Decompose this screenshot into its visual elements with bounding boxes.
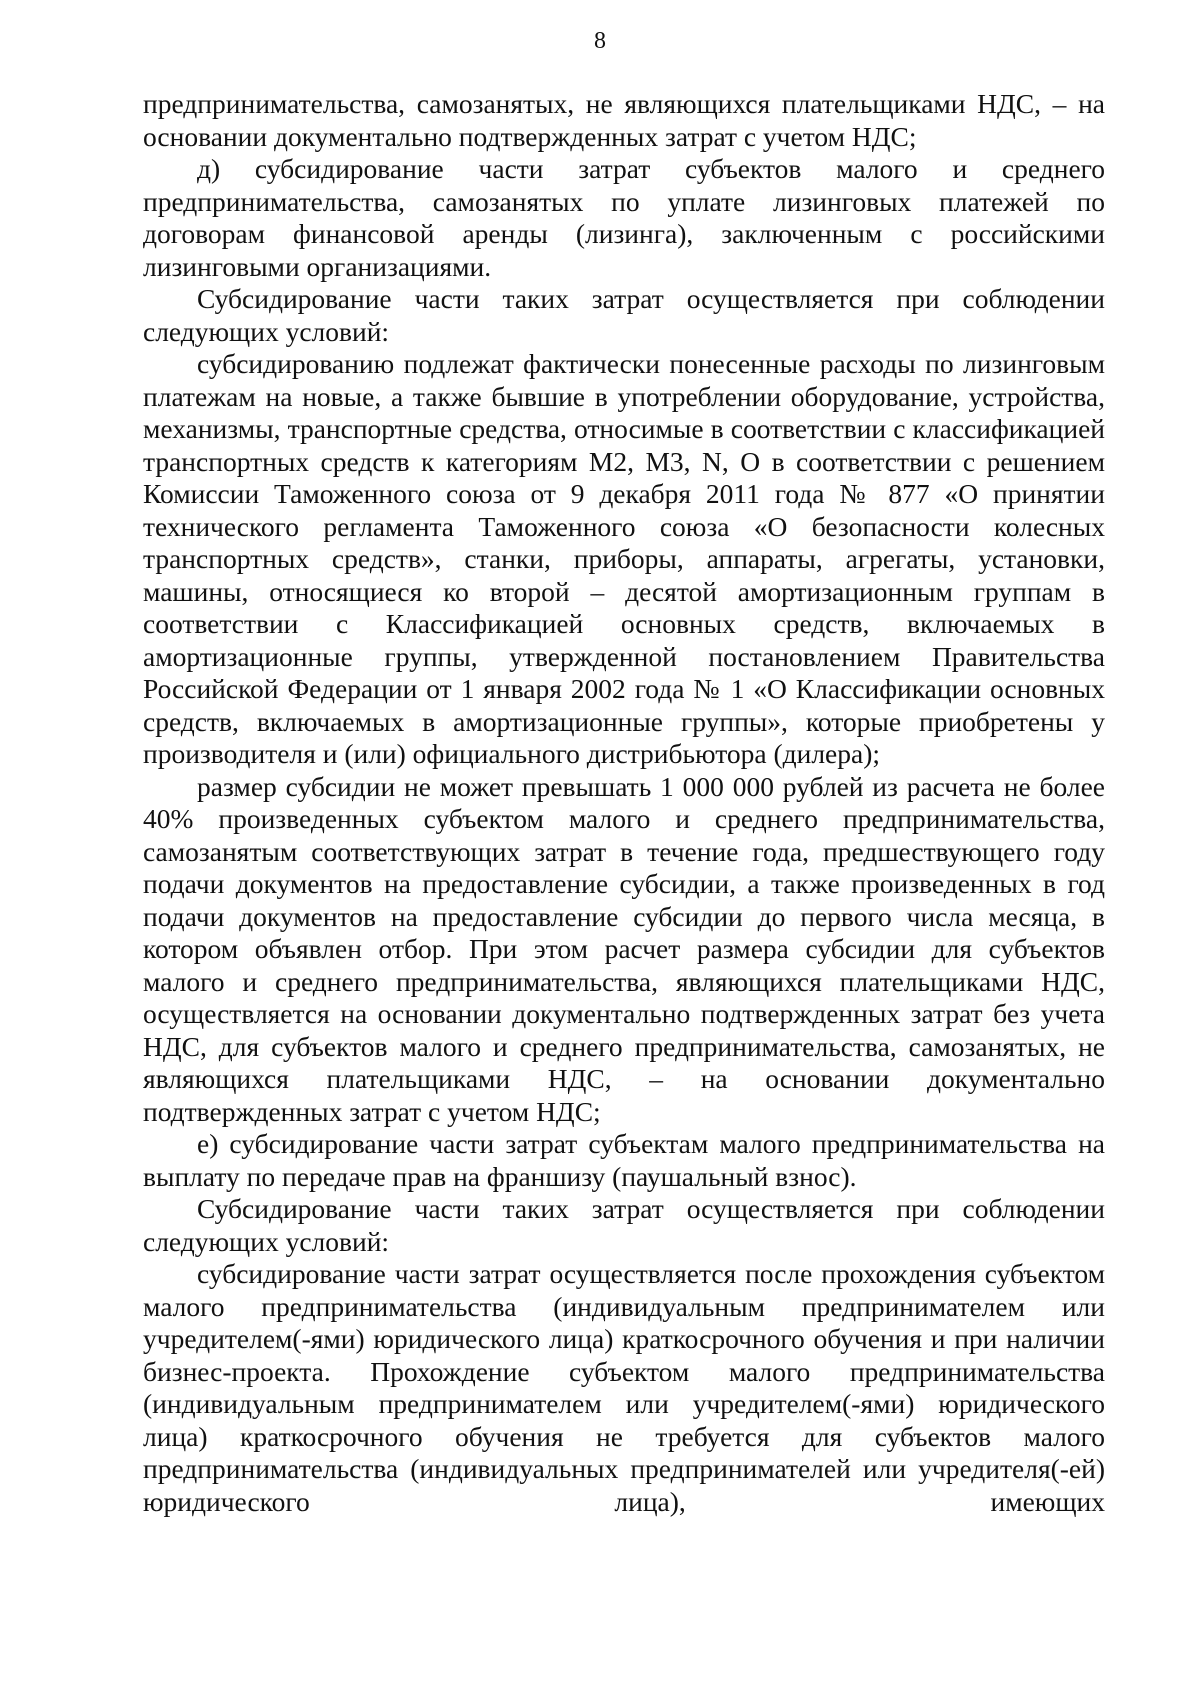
paragraph-conditions-leasing: Субсидирование части таких затрат осуществляется при соблюдении следующих условий: (143, 283, 1105, 347)
paragraph-item-d: д) субсидирование части затрат субъектов малого и среднего предпринимательства, самозанятых по уплате лизинговых платежей по договорам финансовой аренды (лизинга), заключенным с российскими лизинговыми организациями. (143, 153, 1105, 282)
paragraph-conditions-franchise: Субсидирование части таких затрат осуществляется при соблюдении следующих условий: (143, 1193, 1105, 1257)
document-body (143, 88, 1105, 1518)
paragraph-franchise-training: субсидирование части затрат осуществляется после прохождения субъектом малого предпринимательства (индивидуальным предпринимателем или учредителем(-ями) юридического лица) краткосрочного обучения и при наличии бизнес-проекта. Прохождение субъектом малого предпринимательства (индивидуальным предпринимателем или учредителем(-ями) юридического лица) краткосрочного обучения не требуется для субъектов малого предпринимательства (индивидуальных предпринимателей или учредителя(-ей) юридического лица), имеющих (143, 1258, 1105, 1517)
paragraph-subsidy-amount: размер субсидии не может превышать 1 000 000 рублей из расчета не более 40% произведенных субъектом малого и среднего предпринимательства, самозанятым соответствующих затрат в течение года, предшествующего году подачи документов на предоставление субсидии, а также произведенных в год подачи документов на предоставление субсидии до первого числа месяца, в котором объявлен отбор. При этом расчет размера субсидии для субъектов малого и среднего предпринимательства, являющихся плательщиками НДС, осуществляется на основании документально подтвержденных затрат без учета НДС, для субъектов малого и среднего предпринимательства, самозанятых, не являющихся плательщиками НДС, – на основании документально подтвержденных затрат с учетом НДС; (143, 770, 1105, 1127)
paragraph-leasing-expenses: субсидированию подлежат фактически понесенные расходы по лизинговым платежам на новые, а также бывшие в употреблении оборудование, устройства, механизмы, транспортные средства, относимые в соответствии с классификацией транспортных средств к категориям М2, М3, N, O в соответствии с решением Комиссии Таможенного союза от 9 декабря 2011 года № 877 «О принятии технического регламента Таможенного союза «О безопасности колесных транспортных средств», станки, приборы, аппараты, агрегаты, установки, машины, относящиеся ко второй – десятой амортизационным группам в соответствии с Классификацией основных средств, включаемых в амортизационные группы, утвержденной постановлением Правительства Российской Федерации от 1 января 2002 года № 1 «О Классификации основных средств, включаемых в амортизационные группы», которые приобретены у производителя и (или) официального дистрибьютора (дилера); (143, 348, 1105, 769)
paragraph-item-e: е) субсидирование части затрат субъектам малого предпринимательства на выплату по передаче прав на франшизу (паушальный взнос). (143, 1128, 1105, 1192)
page-number: 8 (594, 28, 606, 54)
paragraph-continuation: предпринимательства, самозанятых, не являющихся плательщиками НДС, – на основании документально подтвержденных затрат с учетом НДС; (143, 88, 1105, 152)
